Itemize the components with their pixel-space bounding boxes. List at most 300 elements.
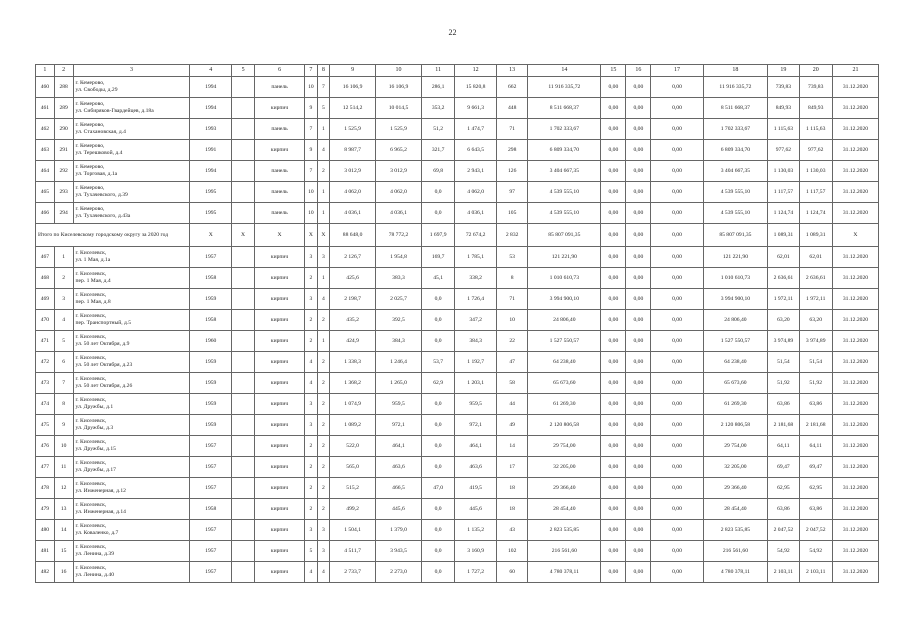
- column-number-14: 14: [528, 65, 601, 77]
- cell-cost-per-sqm: 62,95: [768, 478, 799, 499]
- total-cell: 0,00: [651, 224, 703, 247]
- column-number-7: 7: [305, 65, 318, 77]
- cell-max-cost-per-sqm: 63,86: [799, 394, 832, 415]
- cell-year-reconstruction: [232, 373, 255, 394]
- column-number-4: 4: [190, 65, 232, 77]
- cell-total-cost: 61 269,30: [528, 394, 601, 415]
- cell-total-area: 4 062,0: [330, 182, 376, 203]
- cell-wall-material: кирпич: [255, 541, 305, 562]
- cell-local-funds: 0,00: [651, 352, 703, 373]
- cell-wall-material: кирпич: [255, 373, 305, 394]
- cell-entrances: 2: [317, 161, 330, 182]
- cell-row-number: 472: [36, 352, 55, 373]
- cell-owner-funds: 61 269,30: [703, 394, 768, 415]
- column-number-20: 20: [799, 65, 832, 77]
- cell-owner-funds: 216 561,60: [703, 541, 768, 562]
- cell-residents: 58: [497, 373, 528, 394]
- cell-cost-per-sqm: 51,54: [768, 352, 799, 373]
- cell-residential-area: 1 474,7: [455, 119, 497, 140]
- cell-entrances: 4: [317, 289, 330, 310]
- address-city: г. Кемерово,: [75, 80, 105, 87]
- cell-max-cost-per-sqm: 2 636,61: [799, 268, 832, 289]
- cell-residential-area: 338,2: [455, 268, 497, 289]
- cell-local-number: 294: [54, 203, 73, 224]
- cell-floors: 5: [305, 541, 318, 562]
- cell-floors: 9: [305, 140, 318, 161]
- cell-local-number: 16: [54, 562, 73, 583]
- cell-federal-funds: 0,00: [601, 310, 626, 331]
- table-row: [36, 520, 879, 541]
- cell-total-cost: 65 673,60: [528, 373, 601, 394]
- cell-year-reconstruction: [232, 289, 255, 310]
- cell-regional-funds: 0,00: [626, 98, 651, 119]
- table-row: [36, 373, 879, 394]
- cell-year-built: 1995: [190, 203, 232, 224]
- cell-residential-area: 1 135,2: [455, 520, 497, 541]
- cell-floors: 2: [305, 436, 318, 457]
- cell-owner-funds: 3 404 667,35: [703, 161, 768, 182]
- cell-wall-material: кирпич: [255, 140, 305, 161]
- cell-wall-material: панель: [255, 161, 305, 182]
- cell-residential-area: 959,5: [455, 394, 497, 415]
- cell-local-funds: 0,00: [651, 203, 703, 224]
- cell-residential-area: 1 192,7: [455, 352, 497, 373]
- cell-completion-date: 31.12.2020: [832, 562, 878, 583]
- cell-max-cost-per-sqm: 63,86: [799, 499, 832, 520]
- cell-year-reconstruction: [232, 415, 255, 436]
- cell-regional-funds: 0,00: [626, 268, 651, 289]
- cell-regional-funds: 0,00: [626, 247, 651, 268]
- cell-nonresidential-area: 0,0: [421, 331, 454, 352]
- cell-regional-funds: 0,00: [626, 541, 651, 562]
- cell-wall-material: кирпич: [255, 352, 305, 373]
- cell-total-cost: 24 806,40: [528, 310, 601, 331]
- cell-floors: 7: [305, 119, 318, 140]
- cell-completion-date: 31.12.2020: [832, 77, 878, 98]
- cell-local-funds: 0,00: [651, 541, 703, 562]
- cell-cost-per-sqm: 1 124,74: [768, 203, 799, 224]
- cell-living-area: 384,3: [376, 331, 422, 352]
- cell-total-area: 1 074,9: [330, 394, 376, 415]
- cell-cost-per-sqm: 63,86: [768, 394, 799, 415]
- address-city: г. Киселевск,: [75, 292, 107, 299]
- cell-max-cost-per-sqm: 1 115,63: [799, 119, 832, 140]
- cell-wall-material: панель: [255, 203, 305, 224]
- cell-living-area: 2 273,0: [376, 562, 422, 583]
- address-street: ул. 50 лет Октября, д.23: [75, 362, 133, 368]
- cell-local-funds: 0,00: [651, 247, 703, 268]
- address-street: ул. Инженерная, д.14: [75, 509, 126, 515]
- cell-local-number: 291: [54, 140, 73, 161]
- cell-federal-funds: 0,00: [601, 394, 626, 415]
- cell-cost-per-sqm: 63,20: [768, 310, 799, 331]
- cell-max-cost-per-sqm: 3 974,89: [799, 331, 832, 352]
- cell-completion-date: 31.12.2020: [832, 182, 878, 203]
- address-street: ул. Дружбы, д.3: [75, 425, 114, 431]
- cell-nonresidential-area: 0,0: [421, 520, 454, 541]
- cell-residents: 8: [497, 268, 528, 289]
- address-city: г. Киселевск,: [75, 271, 107, 278]
- cell-local-funds: 0,00: [651, 310, 703, 331]
- cell-wall-material: кирпич: [255, 562, 305, 583]
- cell-local-funds: 0,00: [651, 436, 703, 457]
- cell-total-area: 1 504,1: [330, 520, 376, 541]
- table-body: [36, 77, 879, 583]
- cell-row-number: 460: [36, 77, 55, 98]
- cell-local-number: 1: [54, 247, 73, 268]
- total-cell: 78 772,2: [376, 224, 422, 247]
- cell-residents: 53: [497, 247, 528, 268]
- cell-total-area: 16 106,9: [330, 77, 376, 98]
- table-row: [36, 247, 879, 268]
- address-street: ул. Ленина, д.40: [75, 572, 115, 578]
- cell-address: [73, 457, 190, 478]
- cell-address: [73, 394, 190, 415]
- cell-floors: 2: [305, 499, 318, 520]
- cell-wall-material: кирпич: [255, 98, 305, 119]
- cell-local-funds: 0,00: [651, 478, 703, 499]
- cell-wall-material: панель: [255, 182, 305, 203]
- cell-address: [73, 247, 190, 268]
- cell-completion-date: 31.12.2020: [832, 499, 878, 520]
- cell-owner-funds: 2 120 806,58: [703, 415, 768, 436]
- cell-cost-per-sqm: 51,92: [768, 373, 799, 394]
- cell-living-area: 1 379,0: [376, 520, 422, 541]
- cell-nonresidential-area: 0,0: [421, 394, 454, 415]
- cell-entrances: 4: [317, 562, 330, 583]
- cell-completion-date: 31.12.2020: [832, 268, 878, 289]
- table-row: [36, 331, 879, 352]
- cell-total-cost: 11 916 335,72: [528, 77, 601, 98]
- cell-wall-material: кирпич: [255, 415, 305, 436]
- table-row: [36, 352, 879, 373]
- cell-entrances: 7: [317, 77, 330, 98]
- column-number-2: 2: [54, 65, 73, 77]
- cell-total-area: 1 525,9: [330, 119, 376, 140]
- cell-row-number: 479: [36, 499, 55, 520]
- cell-max-cost-per-sqm: 2 103,11: [799, 562, 832, 583]
- cell-nonresidential-area: 169,7: [421, 247, 454, 268]
- cell-total-area: 1 338,3: [330, 352, 376, 373]
- cell-year-reconstruction: [232, 98, 255, 119]
- cell-entrances: 2: [317, 373, 330, 394]
- total-cell: 1 697,9: [421, 224, 454, 247]
- total-cell: X: [832, 224, 878, 247]
- cell-wall-material: кирпич: [255, 268, 305, 289]
- cell-local-funds: 0,00: [651, 373, 703, 394]
- cell-year-reconstruction: [232, 541, 255, 562]
- cell-living-area: 6 965,2: [376, 140, 422, 161]
- cell-year-built: 1958: [190, 268, 232, 289]
- cell-row-number: 470: [36, 310, 55, 331]
- cell-max-cost-per-sqm: 63,20: [799, 310, 832, 331]
- address-street: пер. Транспортный, д.5: [75, 320, 132, 326]
- cell-year-reconstruction: [232, 394, 255, 415]
- cell-floors: 2: [305, 310, 318, 331]
- cell-wall-material: кирпич: [255, 289, 305, 310]
- address-street: ул. Ленина, д.39: [75, 551, 115, 557]
- address-city: г. Киселевск,: [75, 481, 107, 488]
- cell-residential-area: 3 160,9: [455, 541, 497, 562]
- cell-living-area: 383,3: [376, 268, 422, 289]
- total-cell: X: [255, 224, 305, 247]
- cell-living-area: 1 246,4: [376, 352, 422, 373]
- total-row: [36, 224, 879, 247]
- cell-floors: 3: [305, 520, 318, 541]
- cell-federal-funds: 0,00: [601, 562, 626, 583]
- cell-local-number: 9: [54, 415, 73, 436]
- cell-local-number: 5: [54, 331, 73, 352]
- cell-row-number: 467: [36, 247, 55, 268]
- cell-residents: 44: [497, 394, 528, 415]
- cell-year-built: 1959: [190, 394, 232, 415]
- cell-residents: 47: [497, 352, 528, 373]
- cell-max-cost-per-sqm: 2 181,68: [799, 415, 832, 436]
- cell-federal-funds: 0,00: [601, 203, 626, 224]
- address-city: г. Киселевск,: [75, 313, 107, 320]
- cell-federal-funds: 0,00: [601, 457, 626, 478]
- cell-nonresidential-area: 62,9: [421, 373, 454, 394]
- cell-regional-funds: 0,00: [626, 562, 651, 583]
- cell-total-area: 425,6: [330, 268, 376, 289]
- cell-row-number: 474: [36, 394, 55, 415]
- address-street: ул. Дружбы, д.15: [75, 446, 116, 452]
- cell-floors: 2: [305, 268, 318, 289]
- cell-year-reconstruction: [232, 77, 255, 98]
- cell-wall-material: кирпич: [255, 310, 305, 331]
- address-city: г. Кемерово,: [75, 101, 105, 108]
- cell-local-number: 292: [54, 161, 73, 182]
- cell-living-area: 972,1: [376, 415, 422, 436]
- total-cell: 0,00: [601, 224, 626, 247]
- cell-year-built: 1957: [190, 478, 232, 499]
- cell-year-reconstruction: [232, 457, 255, 478]
- cell-floors: 2: [305, 331, 318, 352]
- cell-year-reconstruction: [232, 140, 255, 161]
- cell-federal-funds: 0,00: [601, 331, 626, 352]
- address-street: ул. Инженерная, д.12: [75, 488, 126, 494]
- column-number-12: 12: [455, 65, 497, 77]
- cell-entrances: 4: [317, 140, 330, 161]
- cell-local-number: 290: [54, 119, 73, 140]
- cell-residential-area: 2 943,1: [455, 161, 497, 182]
- cell-owner-funds: 6 809 334,70: [703, 140, 768, 161]
- cell-max-cost-per-sqm: 51,54: [799, 352, 832, 373]
- table-row: [36, 457, 879, 478]
- cell-completion-date: 31.12.2020: [832, 119, 878, 140]
- total-cell: 85 807 091,35: [528, 224, 601, 247]
- cell-cost-per-sqm: 1 972,11: [768, 289, 799, 310]
- cell-local-funds: 0,00: [651, 331, 703, 352]
- cell-residents: 71: [497, 119, 528, 140]
- cell-local-number: 2: [54, 268, 73, 289]
- cell-row-number: 471: [36, 331, 55, 352]
- cell-year-built: 1957: [190, 247, 232, 268]
- table-row: [36, 98, 879, 119]
- cell-year-reconstruction: [232, 562, 255, 583]
- cell-cost-per-sqm: 977,62: [768, 140, 799, 161]
- table-row: [36, 182, 879, 203]
- cell-nonresidential-area: 0,0: [421, 289, 454, 310]
- address-street: ул. Тухачевского, д.43а: [75, 213, 131, 219]
- cell-residents: 448: [497, 98, 528, 119]
- cell-owner-funds: 1 527 550,57: [703, 331, 768, 352]
- column-number-17: 17: [651, 65, 703, 77]
- address-street: пер. 1 Мая, д.4: [75, 278, 111, 284]
- cell-regional-funds: 0,00: [626, 182, 651, 203]
- cell-wall-material: кирпич: [255, 478, 305, 499]
- table-row: [36, 394, 879, 415]
- cell-row-number: 473: [36, 373, 55, 394]
- column-number-13: 13: [497, 65, 528, 77]
- cell-residents: 298: [497, 140, 528, 161]
- cell-regional-funds: 0,00: [626, 415, 651, 436]
- cell-regional-funds: 0,00: [626, 478, 651, 499]
- cell-living-area: 10 014,5: [376, 98, 422, 119]
- cell-federal-funds: 0,00: [601, 415, 626, 436]
- cell-entrances: 2: [317, 352, 330, 373]
- cell-residential-area: 347,2: [455, 310, 497, 331]
- cell-wall-material: панель: [255, 77, 305, 98]
- cell-federal-funds: 0,00: [601, 436, 626, 457]
- cell-residential-area: 9 661,3: [455, 98, 497, 119]
- cell-residential-area: 464,1: [455, 436, 497, 457]
- address-city: г. Киселевск,: [75, 418, 107, 425]
- column-number-row: [36, 65, 879, 77]
- cell-completion-date: 31.12.2020: [832, 247, 878, 268]
- cell-residents: 49: [497, 415, 528, 436]
- cell-max-cost-per-sqm: 69,47: [799, 457, 832, 478]
- cell-nonresidential-area: 321,7: [421, 140, 454, 161]
- address-street: ул. Торговая, д.1а: [75, 171, 118, 177]
- cell-total-area: 12 514,2: [330, 98, 376, 119]
- cell-regional-funds: 0,00: [626, 436, 651, 457]
- cell-federal-funds: 0,00: [601, 541, 626, 562]
- cell-nonresidential-area: 0,0: [421, 203, 454, 224]
- cell-total-area: 522,0: [330, 436, 376, 457]
- cell-total-cost: 8 511 668,37: [528, 98, 601, 119]
- cell-total-cost: 1 527 550,57: [528, 331, 601, 352]
- address-street: ул. Терешковой, д.4: [75, 150, 123, 156]
- cell-total-area: 8 987,7: [330, 140, 376, 161]
- cell-cost-per-sqm: 3 974,89: [768, 331, 799, 352]
- cell-living-area: 1 525,9: [376, 119, 422, 140]
- address-city: г. Кемерово,: [75, 206, 105, 213]
- cell-owner-funds: 28 454,40: [703, 499, 768, 520]
- cell-residential-area: 972,1: [455, 415, 497, 436]
- cell-address: [73, 140, 190, 161]
- cell-local-number: 289: [54, 98, 73, 119]
- cell-living-area: 466,5: [376, 478, 422, 499]
- cell-nonresidential-area: 0,0: [421, 541, 454, 562]
- cell-cost-per-sqm: 62,01: [768, 247, 799, 268]
- cell-floors: 4: [305, 352, 318, 373]
- cell-entrances: 3: [317, 520, 330, 541]
- cell-owner-funds: 1 702 333,67: [703, 119, 768, 140]
- cell-address: [73, 203, 190, 224]
- cell-year-built: 1957: [190, 457, 232, 478]
- cell-floors: 10: [305, 182, 318, 203]
- cell-row-number: 475: [36, 415, 55, 436]
- cell-total-area: 499,2: [330, 499, 376, 520]
- cell-total-area: 1 089,2: [330, 415, 376, 436]
- cell-address: [73, 77, 190, 98]
- cell-completion-date: 31.12.2020: [832, 415, 878, 436]
- cell-entrances: 2: [317, 478, 330, 499]
- cell-year-built: 1959: [190, 415, 232, 436]
- table-row: [36, 289, 879, 310]
- cell-address: [73, 289, 190, 310]
- cell-federal-funds: 0,00: [601, 352, 626, 373]
- column-number-11: 11: [421, 65, 454, 77]
- cell-completion-date: 31.12.2020: [832, 373, 878, 394]
- cell-total-cost: 216 561,60: [528, 541, 601, 562]
- total-cell: 2 832: [497, 224, 528, 247]
- cell-owner-funds: 8 511 668,37: [703, 98, 768, 119]
- cell-nonresidential-area: 0,0: [421, 182, 454, 203]
- cell-living-area: 463,6: [376, 457, 422, 478]
- cell-year-built: 1958: [190, 310, 232, 331]
- total-label: Итого по Киселевскому городскому округу за 2020 год: [36, 224, 190, 247]
- cell-year-reconstruction: [232, 310, 255, 331]
- cell-row-number: 480: [36, 520, 55, 541]
- cell-local-funds: 0,00: [651, 98, 703, 119]
- cell-local-number: 12: [54, 478, 73, 499]
- cell-residents: 71: [497, 289, 528, 310]
- cell-floors: 4: [305, 373, 318, 394]
- address-city: г. Кемерово,: [75, 143, 105, 150]
- cell-residential-area: 1 726,4: [455, 289, 497, 310]
- cell-address: [73, 415, 190, 436]
- cell-residential-area: 1 203,1: [455, 373, 497, 394]
- cell-wall-material: кирпич: [255, 331, 305, 352]
- column-number-16: 16: [626, 65, 651, 77]
- total-cell: 0,00: [626, 224, 651, 247]
- cell-owner-funds: 11 916 335,72: [703, 77, 768, 98]
- cell-regional-funds: 0,00: [626, 77, 651, 98]
- cell-local-funds: 0,00: [651, 457, 703, 478]
- cell-completion-date: 31.12.2020: [832, 310, 878, 331]
- cell-local-number: 293: [54, 182, 73, 203]
- cell-year-reconstruction: [232, 182, 255, 203]
- cell-cost-per-sqm: 1 130,03: [768, 161, 799, 182]
- address-street: ул. Свободы, д.29: [75, 87, 118, 93]
- cell-residents: 60: [497, 562, 528, 583]
- cell-local-funds: 0,00: [651, 394, 703, 415]
- cell-year-built: 1957: [190, 520, 232, 541]
- cell-year-built: 1959: [190, 352, 232, 373]
- total-cell: X: [232, 224, 255, 247]
- cell-local-number: 15: [54, 541, 73, 562]
- cell-federal-funds: 0,00: [601, 247, 626, 268]
- cell-residential-area: 445,6: [455, 499, 497, 520]
- cell-total-cost: 6 809 334,70: [528, 140, 601, 161]
- cell-completion-date: 31.12.2020: [832, 541, 878, 562]
- cell-address: [73, 331, 190, 352]
- cell-nonresidential-area: 45,1: [421, 268, 454, 289]
- cell-residents: 43: [497, 520, 528, 541]
- cell-owner-funds: 32 205,00: [703, 457, 768, 478]
- cell-residents: 17: [497, 457, 528, 478]
- cell-address: [73, 436, 190, 457]
- column-number-5: 5: [232, 65, 255, 77]
- column-number-6: 6: [255, 65, 305, 77]
- cell-year-built: 1995: [190, 182, 232, 203]
- cell-total-cost: 4 780 378,11: [528, 562, 601, 583]
- cell-residents: 105: [497, 203, 528, 224]
- cell-total-area: 565,0: [330, 457, 376, 478]
- address-street: ул. 50 лет Октября, д.26: [75, 383, 133, 389]
